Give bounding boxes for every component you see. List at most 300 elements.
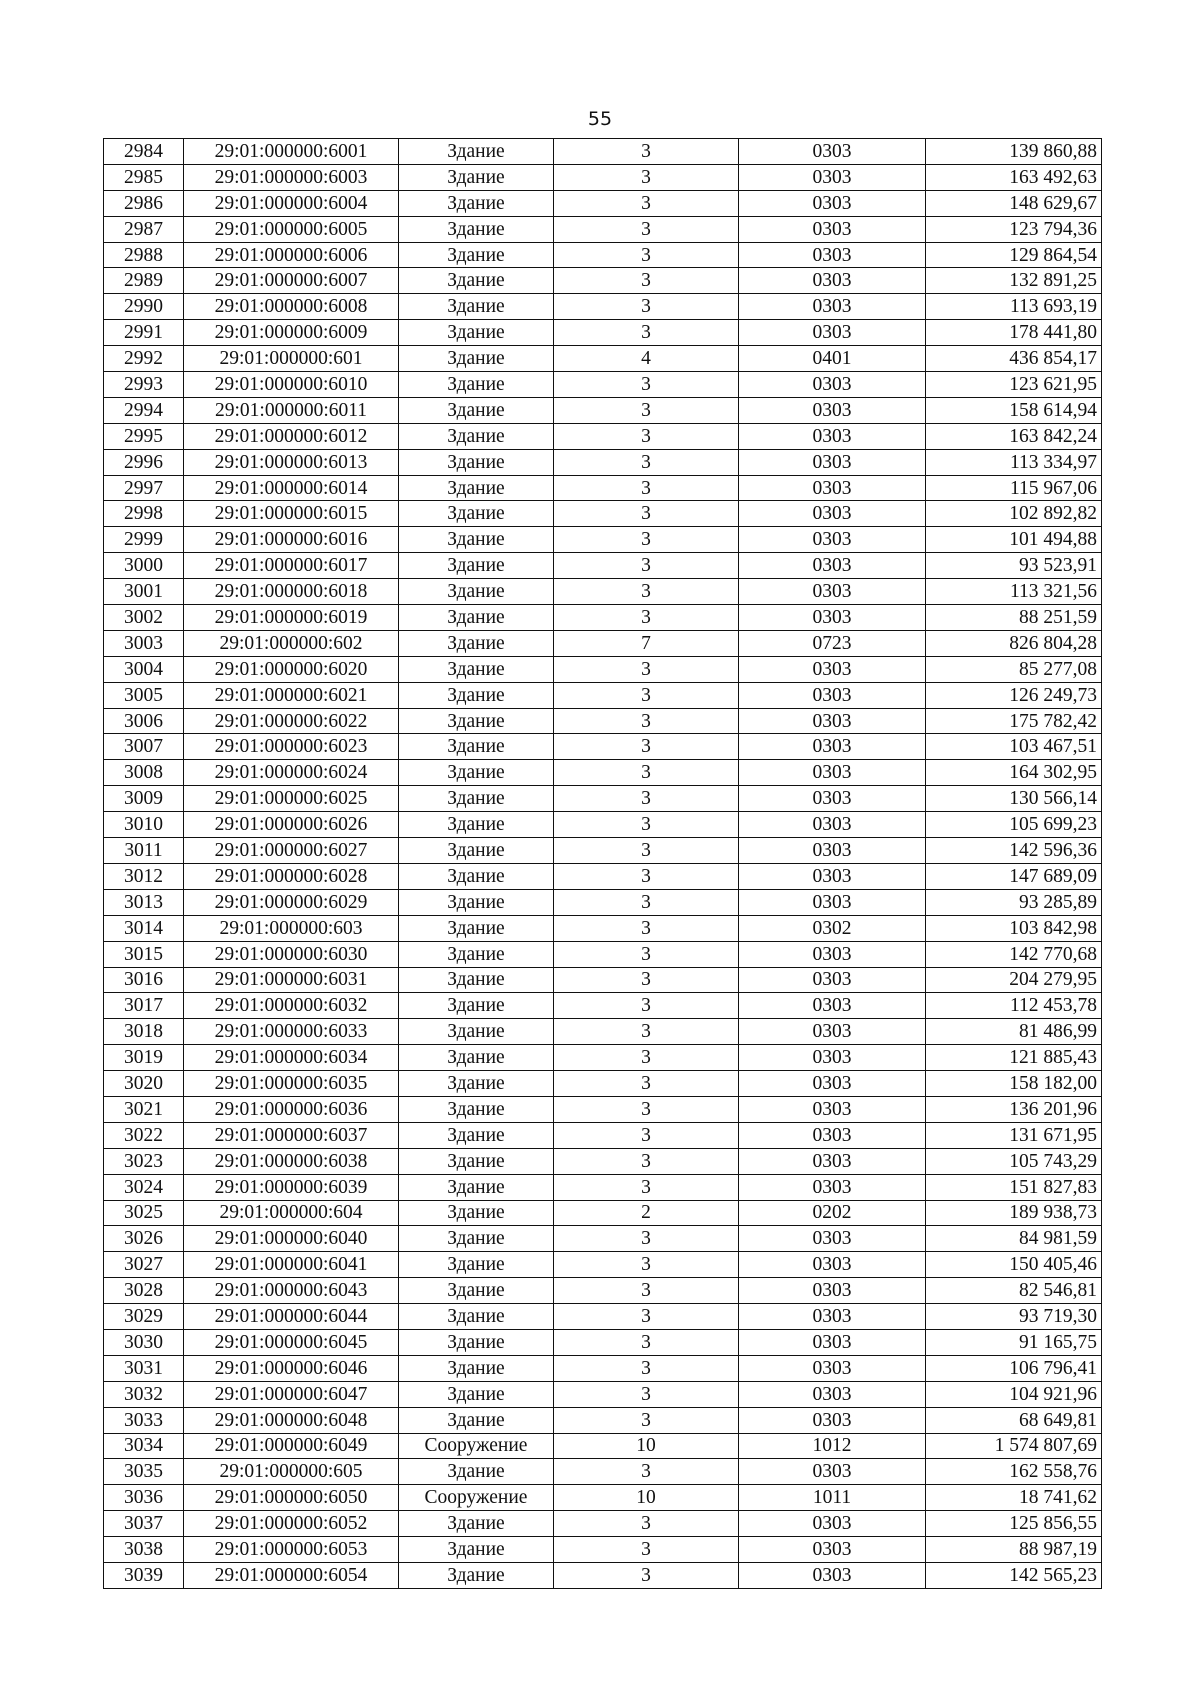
object-type-cell: Здание	[399, 1304, 554, 1330]
table-row	[104, 579, 1102, 605]
cadastral-number-cell: 29:01:000000:6030	[184, 941, 399, 967]
group-cell: 3	[554, 605, 739, 631]
subgroup-code-cell: 0303	[739, 320, 926, 346]
page-number: 55	[587, 108, 613, 130]
row-number-cell: 2995	[104, 423, 184, 449]
group-cell: 3	[554, 501, 739, 527]
object-type-cell: Здание	[399, 786, 554, 812]
table-row	[104, 1329, 1102, 1355]
table-row	[104, 372, 1102, 398]
table-row	[104, 527, 1102, 553]
table-row	[104, 941, 1102, 967]
cadastral-number-cell: 29:01:000000:6049	[184, 1433, 399, 1459]
object-type-cell: Здание	[399, 734, 554, 760]
cadastral-number-cell: 29:01:000000:6028	[184, 863, 399, 889]
row-number-cell: 3021	[104, 1096, 184, 1122]
cadastral-number-cell: 29:01:000000:6023	[184, 734, 399, 760]
row-number-cell: 2999	[104, 527, 184, 553]
table-row	[104, 1122, 1102, 1148]
table-row	[104, 475, 1102, 501]
row-number-cell: 2996	[104, 449, 184, 475]
object-type-cell: Здание	[399, 1355, 554, 1381]
cadastral-value-cell: 136 201,96	[926, 1096, 1102, 1122]
group-cell: 3	[554, 216, 739, 242]
cadastral-value-cell: 162 558,76	[926, 1459, 1102, 1485]
cadastral-number-cell: 29:01:000000:6015	[184, 501, 399, 527]
row-number-cell: 3005	[104, 682, 184, 708]
table-row	[104, 1096, 1102, 1122]
group-cell: 3	[554, 682, 739, 708]
table-row	[104, 812, 1102, 838]
group-cell: 3	[554, 786, 739, 812]
cadastral-value-cell: 132 891,25	[926, 268, 1102, 294]
subgroup-code-cell: 0202	[739, 1200, 926, 1226]
cadastral-value-cell: 125 856,55	[926, 1511, 1102, 1537]
table-row	[104, 915, 1102, 941]
row-number-cell: 3024	[104, 1174, 184, 1200]
subgroup-code-cell: 0303	[739, 1045, 926, 1071]
object-type-cell: Здание	[399, 708, 554, 734]
group-cell: 3	[554, 1019, 739, 1045]
cadastral-value-cell: 147 689,09	[926, 863, 1102, 889]
table-row	[104, 1459, 1102, 1485]
subgroup-code-cell: 0303	[739, 423, 926, 449]
table-row	[104, 993, 1102, 1019]
row-number-cell: 3015	[104, 941, 184, 967]
group-cell: 3	[554, 760, 739, 786]
cadastral-number-cell: 29:01:000000:6043	[184, 1278, 399, 1304]
subgroup-code-cell: 0401	[739, 346, 926, 372]
subgroup-code-cell: 0303	[739, 1329, 926, 1355]
table-row	[104, 656, 1102, 682]
object-type-cell: Здание	[399, 242, 554, 268]
cadastral-number-cell: 29:01:000000:6041	[184, 1252, 399, 1278]
table-row	[104, 1381, 1102, 1407]
subgroup-code-cell: 0303	[739, 527, 926, 553]
row-number-cell: 3018	[104, 1019, 184, 1045]
object-type-cell: Здание	[399, 553, 554, 579]
object-type-cell: Здание	[399, 1381, 554, 1407]
row-number-cell: 3000	[104, 553, 184, 579]
object-type-cell: Здание	[399, 1071, 554, 1097]
group-cell: 3	[554, 1226, 739, 1252]
cadastral-value-cell: 104 921,96	[926, 1381, 1102, 1407]
group-cell: 3	[554, 1304, 739, 1330]
object-type-cell: Здание	[399, 579, 554, 605]
subgroup-code-cell: 0303	[739, 1562, 926, 1588]
table-row	[104, 863, 1102, 889]
table-row	[104, 449, 1102, 475]
object-type-cell: Здание	[399, 1122, 554, 1148]
row-number-cell: 3016	[104, 967, 184, 993]
object-type-cell: Здание	[399, 838, 554, 864]
subgroup-code-cell: 0303	[739, 1122, 926, 1148]
table-row	[104, 734, 1102, 760]
subgroup-code-cell: 1011	[739, 1485, 926, 1511]
row-number-cell: 3010	[104, 812, 184, 838]
row-number-cell: 3008	[104, 760, 184, 786]
table-row	[104, 1562, 1102, 1588]
object-type-cell: Здание	[399, 812, 554, 838]
group-cell: 3	[554, 397, 739, 423]
object-type-cell: Здание	[399, 1329, 554, 1355]
group-cell: 2	[554, 1200, 739, 1226]
cadastral-number-cell: 29:01:000000:601	[184, 346, 399, 372]
object-type-cell: Здание	[399, 915, 554, 941]
group-cell: 3	[554, 915, 739, 941]
group-cell: 3	[554, 449, 739, 475]
cadastral-number-cell: 29:01:000000:6016	[184, 527, 399, 553]
cadastral-value-cell: 142 596,36	[926, 838, 1102, 864]
subgroup-code-cell: 0303	[739, 708, 926, 734]
subgroup-code-cell: 0723	[739, 630, 926, 656]
cadastral-value-cell: 102 892,82	[926, 501, 1102, 527]
cadastral-value-cell: 88 987,19	[926, 1537, 1102, 1563]
subgroup-code-cell: 0303	[739, 164, 926, 190]
row-number-cell: 3026	[104, 1226, 184, 1252]
cadastral-value-cell: 175 782,42	[926, 708, 1102, 734]
row-number-cell: 3011	[104, 838, 184, 864]
group-cell: 3	[554, 320, 739, 346]
table-row	[104, 423, 1102, 449]
group-cell: 3	[554, 1174, 739, 1200]
table-row	[104, 268, 1102, 294]
table-row	[104, 501, 1102, 527]
subgroup-code-cell: 0303	[739, 242, 926, 268]
cadastral-number-cell: 29:01:000000:6021	[184, 682, 399, 708]
table-row	[104, 294, 1102, 320]
subgroup-code-cell: 0303	[739, 1537, 926, 1563]
cadastral-value-cell: 103 842,98	[926, 915, 1102, 941]
cadastral-number-cell: 29:01:000000:6046	[184, 1355, 399, 1381]
cadastral-number-cell: 29:01:000000:6007	[184, 268, 399, 294]
group-cell: 3	[554, 1122, 739, 1148]
object-type-cell: Здание	[399, 1511, 554, 1537]
table-row	[104, 216, 1102, 242]
cadastral-number-cell: 29:01:000000:6045	[184, 1329, 399, 1355]
cadastral-value-cell: 103 467,51	[926, 734, 1102, 760]
row-number-cell: 3037	[104, 1511, 184, 1537]
cadastral-value-cell: 189 938,73	[926, 1200, 1102, 1226]
cadastral-number-cell: 29:01:000000:602	[184, 630, 399, 656]
subgroup-code-cell: 0303	[739, 1148, 926, 1174]
subgroup-code-cell: 0303	[739, 1511, 926, 1537]
subgroup-code-cell: 0303	[739, 579, 926, 605]
cadastral-number-cell: 29:01:000000:6035	[184, 1071, 399, 1097]
row-number-cell: 3029	[104, 1304, 184, 1330]
group-cell: 3	[554, 268, 739, 294]
row-number-cell: 3039	[104, 1562, 184, 1588]
row-number-cell: 2991	[104, 320, 184, 346]
cadastral-number-cell: 29:01:000000:6038	[184, 1148, 399, 1174]
cadastral-number-cell: 29:01:000000:6020	[184, 656, 399, 682]
cadastral-value-cell: 123 621,95	[926, 372, 1102, 398]
cadastral-value-cell: 84 981,59	[926, 1226, 1102, 1252]
row-number-cell: 3038	[104, 1537, 184, 1563]
object-type-cell: Здание	[399, 164, 554, 190]
cadastral-number-cell: 29:01:000000:6044	[184, 1304, 399, 1330]
subgroup-code-cell: 0303	[739, 889, 926, 915]
group-cell: 7	[554, 630, 739, 656]
object-type-cell: Здание	[399, 449, 554, 475]
cadastral-number-cell: 29:01:000000:6006	[184, 242, 399, 268]
group-cell: 3	[554, 708, 739, 734]
table-row	[104, 838, 1102, 864]
group-cell: 3	[554, 1148, 739, 1174]
subgroup-code-cell: 0303	[739, 216, 926, 242]
cadastral-value-cell: 105 699,23	[926, 812, 1102, 838]
table-body	[104, 139, 1102, 1589]
group-cell: 3	[554, 993, 739, 1019]
object-type-cell: Здание	[399, 501, 554, 527]
table-row	[104, 682, 1102, 708]
subgroup-code-cell: 0303	[739, 139, 926, 165]
cadastral-number-cell: 29:01:000000:603	[184, 915, 399, 941]
row-number-cell: 2988	[104, 242, 184, 268]
group-cell: 3	[554, 242, 739, 268]
cadastral-value-cell: 121 885,43	[926, 1045, 1102, 1071]
row-number-cell: 3030	[104, 1329, 184, 1355]
object-type-cell: Здание	[399, 216, 554, 242]
row-number-cell: 2985	[104, 164, 184, 190]
object-type-cell: Здание	[399, 682, 554, 708]
object-type-cell: Здание	[399, 605, 554, 631]
table-row	[104, 139, 1102, 165]
group-cell: 3	[554, 812, 739, 838]
cadastral-number-cell: 29:01:000000:6019	[184, 605, 399, 631]
table-row	[104, 1019, 1102, 1045]
group-cell: 4	[554, 346, 739, 372]
cadastral-value-cell: 142 770,68	[926, 941, 1102, 967]
group-cell: 3	[554, 967, 739, 993]
cadastral-number-cell: 29:01:000000:6031	[184, 967, 399, 993]
object-type-cell: Здание	[399, 294, 554, 320]
cadastral-value-cell: 204 279,95	[926, 967, 1102, 993]
row-number-cell: 2984	[104, 139, 184, 165]
cadastral-value-cell: 112 453,78	[926, 993, 1102, 1019]
cadastral-value-cell: 101 494,88	[926, 527, 1102, 553]
group-cell: 3	[554, 734, 739, 760]
cadastral-number-cell: 29:01:000000:6009	[184, 320, 399, 346]
group-cell: 3	[554, 1355, 739, 1381]
row-number-cell: 3013	[104, 889, 184, 915]
cadastral-number-cell: 29:01:000000:6040	[184, 1226, 399, 1252]
subgroup-code-cell: 0303	[739, 268, 926, 294]
subgroup-code-cell: 0303	[739, 475, 926, 501]
subgroup-code-cell: 0303	[739, 605, 926, 631]
table-row	[104, 320, 1102, 346]
cadastral-number-cell: 29:01:000000:6024	[184, 760, 399, 786]
object-type-cell: Здание	[399, 423, 554, 449]
group-cell: 3	[554, 1562, 739, 1588]
row-number-cell: 3004	[104, 656, 184, 682]
object-type-cell: Здание	[399, 1459, 554, 1485]
subgroup-code-cell: 0303	[739, 1071, 926, 1097]
cadastral-value-cell: 81 486,99	[926, 1019, 1102, 1045]
cadastral-number-cell: 29:01:000000:6018	[184, 579, 399, 605]
subgroup-code-cell: 0303	[739, 1407, 926, 1433]
cadastral-value-cell: 1 574 807,69	[926, 1433, 1102, 1459]
row-number-cell: 3033	[104, 1407, 184, 1433]
cadastral-value-cell: 164 302,95	[926, 760, 1102, 786]
table-row	[104, 786, 1102, 812]
object-type-cell: Здание	[399, 1174, 554, 1200]
object-type-cell: Здание	[399, 630, 554, 656]
cadastral-number-cell: 29:01:000000:6026	[184, 812, 399, 838]
subgroup-code-cell: 0303	[739, 786, 926, 812]
object-type-cell: Здание	[399, 397, 554, 423]
cadastral-value-cell: 148 629,67	[926, 190, 1102, 216]
cadastral-value-cell: 163 842,24	[926, 423, 1102, 449]
subgroup-code-cell: 0302	[739, 915, 926, 941]
subgroup-code-cell: 0303	[739, 501, 926, 527]
row-number-cell: 2997	[104, 475, 184, 501]
object-type-cell: Здание	[399, 1252, 554, 1278]
subgroup-code-cell: 0303	[739, 397, 926, 423]
object-type-cell: Здание	[399, 268, 554, 294]
cadastral-value-cell: 130 566,14	[926, 786, 1102, 812]
group-cell: 3	[554, 1045, 739, 1071]
row-number-cell: 3017	[104, 993, 184, 1019]
group-cell: 3	[554, 1329, 739, 1355]
row-number-cell: 3020	[104, 1071, 184, 1097]
subgroup-code-cell: 0303	[739, 1019, 926, 1045]
subgroup-code-cell: 0303	[739, 1174, 926, 1200]
cadastral-value-cell: 151 827,83	[926, 1174, 1102, 1200]
cadastral-number-cell: 29:01:000000:6017	[184, 553, 399, 579]
group-cell: 3	[554, 1407, 739, 1433]
cadastral-number-cell: 29:01:000000:6036	[184, 1096, 399, 1122]
cadastral-value-cell: 158 614,94	[926, 397, 1102, 423]
subgroup-code-cell: 0303	[739, 553, 926, 579]
row-number-cell: 2998	[104, 501, 184, 527]
cadastral-value-cell: 93 285,89	[926, 889, 1102, 915]
cadastral-value-cell: 113 693,19	[926, 294, 1102, 320]
group-cell: 3	[554, 139, 739, 165]
object-type-cell: Здание	[399, 1537, 554, 1563]
cadastral-value-cell: 18 741,62	[926, 1485, 1102, 1511]
subgroup-code-cell: 0303	[739, 372, 926, 398]
group-cell: 3	[554, 579, 739, 605]
row-number-cell: 3002	[104, 605, 184, 631]
row-number-cell: 3014	[104, 915, 184, 941]
row-number-cell: 2987	[104, 216, 184, 242]
table-row	[104, 242, 1102, 268]
subgroup-code-cell: 0303	[739, 1304, 926, 1330]
subgroup-code-cell: 0303	[739, 1252, 926, 1278]
group-cell: 3	[554, 527, 739, 553]
cadastral-number-cell: 29:01:000000:6050	[184, 1485, 399, 1511]
table-row	[104, 1148, 1102, 1174]
cadastral-number-cell: 29:01:000000:6001	[184, 139, 399, 165]
cadastral-value-cell: 436 854,17	[926, 346, 1102, 372]
subgroup-code-cell: 0303	[739, 734, 926, 760]
table-row	[104, 397, 1102, 423]
row-number-cell: 3028	[104, 1278, 184, 1304]
table-row	[104, 708, 1102, 734]
subgroup-code-cell: 0303	[739, 294, 926, 320]
subgroup-code-cell: 0303	[739, 812, 926, 838]
row-number-cell: 3019	[104, 1045, 184, 1071]
group-cell: 3	[554, 1511, 739, 1537]
group-cell: 3	[554, 475, 739, 501]
cadastral-value-cell: 178 441,80	[926, 320, 1102, 346]
group-cell: 3	[554, 889, 739, 915]
subgroup-code-cell: 0303	[739, 838, 926, 864]
row-number-cell: 2994	[104, 397, 184, 423]
cadastral-number-cell: 29:01:000000:6037	[184, 1122, 399, 1148]
cadastral-value-cell: 150 405,46	[926, 1252, 1102, 1278]
group-cell: 3	[554, 863, 739, 889]
table-row	[104, 1174, 1102, 1200]
subgroup-code-cell: 0303	[739, 1381, 926, 1407]
object-type-cell: Здание	[399, 475, 554, 501]
row-number-cell: 3003	[104, 630, 184, 656]
object-type-cell: Сооружение	[399, 1485, 554, 1511]
group-cell: 10	[554, 1433, 739, 1459]
object-type-cell: Здание	[399, 346, 554, 372]
table-row	[104, 164, 1102, 190]
cadastral-value-cell: 88 251,59	[926, 605, 1102, 631]
cadastral-number-cell: 29:01:000000:6032	[184, 993, 399, 1019]
group-cell: 3	[554, 941, 739, 967]
cadastral-value-cell: 826 804,28	[926, 630, 1102, 656]
cadastral-number-cell: 29:01:000000:6054	[184, 1562, 399, 1588]
table-row	[104, 967, 1102, 993]
object-type-cell: Здание	[399, 1200, 554, 1226]
group-cell: 3	[554, 1096, 739, 1122]
object-type-cell: Здание	[399, 139, 554, 165]
cadastral-number-cell: 29:01:000000:6010	[184, 372, 399, 398]
row-number-cell: 3022	[104, 1122, 184, 1148]
object-type-cell: Здание	[399, 320, 554, 346]
group-cell: 3	[554, 1537, 739, 1563]
subgroup-code-cell: 0303	[739, 1459, 926, 1485]
row-number-cell: 2993	[104, 372, 184, 398]
row-number-cell: 3012	[104, 863, 184, 889]
object-type-cell: Здание	[399, 1148, 554, 1174]
subgroup-code-cell: 0303	[739, 1355, 926, 1381]
row-number-cell: 3009	[104, 786, 184, 812]
cadastral-value-cell: 129 864,54	[926, 242, 1102, 268]
cadastral-number-cell: 29:01:000000:6047	[184, 1381, 399, 1407]
subgroup-code-cell: 0303	[739, 449, 926, 475]
cadastral-value-cell: 158 182,00	[926, 1071, 1102, 1097]
cadastral-number-cell: 29:01:000000:6027	[184, 838, 399, 864]
table-row	[104, 1304, 1102, 1330]
table-row	[104, 1252, 1102, 1278]
object-type-cell: Здание	[399, 1096, 554, 1122]
subgroup-code-cell: 0303	[739, 682, 926, 708]
cadastral-value-table	[103, 138, 1102, 1589]
cadastral-value-cell: 131 671,95	[926, 1122, 1102, 1148]
row-number-cell: 2990	[104, 294, 184, 320]
cadastral-number-cell: 29:01:000000:605	[184, 1459, 399, 1485]
cadastral-value-cell: 85 277,08	[926, 656, 1102, 682]
subgroup-code-cell: 0303	[739, 993, 926, 1019]
cadastral-number-cell: 29:01:000000:6033	[184, 1019, 399, 1045]
table-row	[104, 1537, 1102, 1563]
cadastral-value-cell: 139 860,88	[926, 139, 1102, 165]
cadastral-value-cell: 115 967,06	[926, 475, 1102, 501]
object-type-cell: Здание	[399, 993, 554, 1019]
cadastral-value-cell: 113 321,56	[926, 579, 1102, 605]
row-number-cell: 3036	[104, 1485, 184, 1511]
table-row	[104, 760, 1102, 786]
cadastral-value-cell: 68 649,81	[926, 1407, 1102, 1433]
cadastral-number-cell: 29:01:000000:6034	[184, 1045, 399, 1071]
cadastral-number-cell: 29:01:000000:6025	[184, 786, 399, 812]
